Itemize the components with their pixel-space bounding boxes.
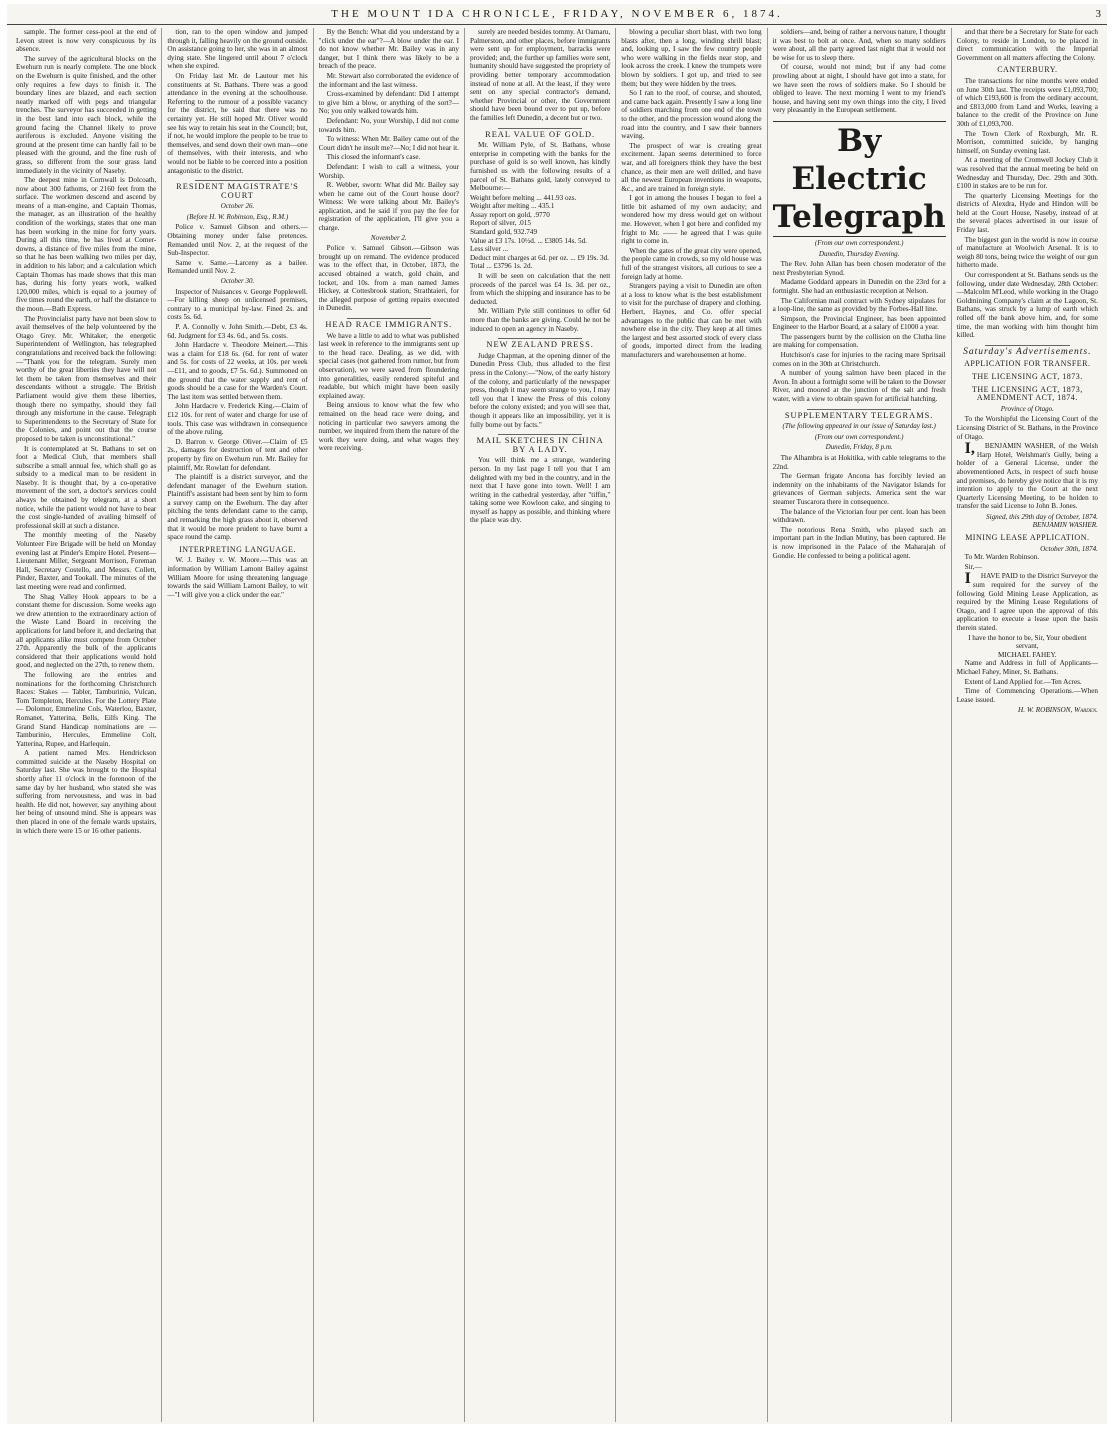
signature-name: H. W. ROBINSON, Warden. bbox=[1018, 706, 1098, 715]
paragraph: The notorious Rena Smith, who played such an important part in the Indian Mutiny, has been captured. He is now imprisoned in the Palace of the Maharajah of Gondie. He confessed to being a political agent. bbox=[772, 525, 946, 560]
paragraph: Hutchison's case for injuries to the racing mare Spritsail comes on in the 30th at Christchurch. bbox=[772, 351, 946, 368]
paragraph: Mr. William Pyle, of St. Bathans, whose enterprise in competing with the banks for the purchase of gold is so well known, has kindly furnished us with the following results of a parcel of St. Bathans gold, lately conveyed to Melbourne:— bbox=[469, 141, 611, 193]
paragraph: John Hardacre v. Frederick King.—Claim of £12 10s. for rent of water and charge for use of tools. This case was withdrawn in consequence of the above ruling. bbox=[167, 402, 308, 437]
paragraph: soldiers—and, being of rather a nervous nature, I thought it was best to bolt at once. And, when so many soldiers were about, all the party agreed last night that it would not be wise for us to sleep there. bbox=[772, 28, 946, 62]
paragraph: The survey of the agricultural blocks on the Ewehurn run is nearly complete. The one block on the Ewehurn is quite finished, and the other only requires a few days to finish it. The boundary lines are blazed, and each section neatly marked off with pegs and triangular trenches. The surveyor has succeeded in getting in the best land into each block, while the ground facing the Channel likely to prove auriferous is excluded. Anyone visiting the ground at the present time can hardly fail to be pleased with the ground, and the fine rush of grass, so different from the sour grass land immediately in the vicinity of Naseby. bbox=[16, 54, 157, 175]
paragraph: and that there be a Secretary for State for each Colony, to reside in London, to be placed in direct communication with the Imperial Government on all matters affecting the Colony. bbox=[956, 28, 1098, 62]
bench-note: (Before H. W. Robinson, Esq., R.M.) bbox=[186, 212, 289, 221]
dateline: November 2. bbox=[370, 233, 407, 242]
paragraph: P. A. Connolly v. John Smith.—Debt, £3 4s. 6d. Judgment for £3 4s. 6d., and 5s. costs. bbox=[167, 323, 308, 340]
salutation: Sir,— bbox=[964, 562, 982, 571]
paragraph: The biggest gun in the world is now in course of manufacture at Woolwich Arsenal. It is to weigh 80 tons, being twice the weight of our gun hitherto made. bbox=[956, 235, 1098, 270]
signature-line: Signed, this 29th day of October, 1874. BENJAMIN WASHER. bbox=[985, 512, 1098, 530]
paragraph: A number of young salmon have been placed in the Avon. In about a fortnight some will be taken to the Dowser River, and moored at the junction of the salt and fresh water, with a view to obtain spawn for artificial hatching. bbox=[772, 369, 946, 404]
paragraph: The monthly meeting of the Naseby Volunteer Fire Brigade will be held on Monday evening last at Pinder's Empire Hotel. Present—Lieutenant Miller, Sergeant Morrison, Foreman Hall, Secretary Costello, and Messrs. Collett, Pinder, Baxter, and Tookall. The minutes of the last meeting were read and confirmed. bbox=[16, 531, 157, 591]
paragraph: The plaintiff is a district surveyor, and the defendant manager of the Ewehurn station. Plaintiff's assistant had been sent by him to form a survey camp on the Ewehurn. The day after pitching the tents defendant came to the camp, and remarking the high grass about it, observed that it would be more prudent to have burnt a space round the camp. bbox=[167, 473, 308, 542]
note: (The following appeared in our issue of Saturday last.) bbox=[782, 422, 936, 431]
paragraph: Same v. Same.—Larceny as a bailee. Remanded until Nov. 2. bbox=[167, 258, 308, 276]
ad-heading: APPLICATION FOR TRANSFER. bbox=[964, 359, 1091, 369]
paragraph: D. Barron v. George Oliver.—Claim of £5 2s., damages for destruction of tent and other property by fire on Ewehurn run. Mr. Bailey for plaintiff, Mr. Rowlatt for defendant. bbox=[167, 437, 308, 472]
paragraph: I got in among the houses I began to feel a little bit ashamed of my own audacity; and wondered how my dress would get on without me. However, when I got here and confided my fright to Mr. —— he agreed that I was quite right to come in. bbox=[621, 194, 762, 246]
running-head-title: THE MOUNT IDA CHRONICLE, FRIDAY, NOVEMBER 6, 1874. bbox=[331, 8, 783, 20]
paragraph: Of course, would not mind; but if any had come prowling about at night, I should have got into a state, for we have seen the rows of soldiers make. So I should be obliged to leave. The next morning I went to my friend's house, and having sent my own things into the city, I lived very pleasantly in the European settlement. bbox=[772, 63, 946, 115]
paragraph: It will be seen on calculation that the nett proceeds of the parcel was £4 1s. 3d. per oz., from which the shipping and insurance has to be deducted. bbox=[469, 272, 611, 306]
paragraph: John Hardacre v. Theodore Meinert.—This was a claim for £18 6s. (6d. for rent of water and 5s. for costs of 22 weeks, at 10s. per week—£11, and to goods, £7 5s. 6d.). Summoned on the ground that the water supply and rent of goods should be a case for the Warden's Court. The last item was settled between them. bbox=[167, 341, 308, 401]
paragraph: Being anxious to know what the few who remained on the head race were doing, and noticing in particular two sawyers among the number, we inquired from them the nature of the work they were doing, and what wages they were receiving. bbox=[318, 401, 459, 453]
paragraph: The Alhambra is at Hokitika, with cable telegrams to the 22nd. bbox=[772, 454, 946, 471]
gold-assay-table: Weight before melting ... 441.93 ozs. Weight after melting ... 435.1 Assay report on gold, .9770 Report of silver, .015 Standard gold, 932.749 Value at £3 17s. 10½d. ... £3805 14s. 5d. Less silver ... Deduct mint charges at 6d. per oz. ... £9 19s. 3d. Total ... £3796 1s. 2d. bbox=[469, 193, 609, 271]
section-heading bbox=[773, 409, 946, 421]
paragraph: The prospect of war is creating great excitement. Japan seems determined to force war, and all foreigners think they have the best chance, as their men are well drilled, and have all the newest European inventions in weapons, &c., and are trained in foreign style. bbox=[621, 141, 762, 193]
paragraph: Judge Chapman, at the opening dinner of the Dunedin Press Club, thus alluded to the first press in the Colony:—"Now, of the early history of the colony, and particularly of the newspaper press, though it may seem strange to you, I may tell you that I knew the Press of this colony before the colony existed; and you will see that, though it appears like an impossibility, yet it is fully borne out by facts." bbox=[469, 351, 611, 429]
column-5 bbox=[616, 28, 767, 1422]
paragraph: Defendant: I wish to call a witness, your Worship. bbox=[318, 162, 459, 180]
paragraph: So I ran to the roof, of course, and shouted, and came back again. Presently I saw a long line of soldiers marching from one end of the town to the other, and the procession wound along the road into the country, and I saw their banners waving. bbox=[621, 89, 762, 141]
ad-subheading: THE LICENSING ACT, 1873. bbox=[971, 371, 1083, 381]
paragraph: The quarterly Licensing Meetings for the districts of Alexdra, Hyde and Hindon will be held at the Court House, Naseby, instead of at the several places advertised in our issue of Friday last. bbox=[956, 191, 1098, 235]
section-heading bbox=[319, 318, 459, 330]
paragraph: Simpson, the Provincial Engineer, has been appointed Engineer to the Harbor Board, at a salary of £1000 a year. bbox=[772, 314, 946, 332]
paragraph: The deepest mine in Cornwall is Dolcoath, now about 300 fathoms, or 2160 feet from the surface. The workmen descend and ascend by means of a man-engine, and Captain Thomas, the manager, as an illustration of the healthy condition of the workings, states that one man has been working in the mine for forty years. During all this time, he has lived at Comer-downs, a distance of five miles from the mine, so that he has been walking two miles per day, in addition to his labor; and a calculation which Captain Thomas has made shows that this man has, during his forty years work, walked 120,000 miles, which is equal to a journey of five times round the earth, or half the distance to the moon.—Bath Express. bbox=[16, 176, 157, 313]
rule bbox=[195, 180, 279, 181]
sub-heading: INTERPRETING LANGUAGE. bbox=[179, 544, 296, 554]
paragraph: Time of Commencing Operations.—When Lease issued. bbox=[956, 687, 1098, 704]
rule bbox=[807, 409, 911, 410]
paragraph: We have a little to add to what was published last week in reference to the immigrants sent up to the head race. Dealing, as we did, with special cases (not gathered from rumor, but from observation), we were saved from floundering into generalities, easily rendered spiteful and readable, but which might have been easily explained away. bbox=[318, 331, 459, 400]
paragraph: Extent of Land Applied for.—Ten Acres. bbox=[964, 677, 1082, 686]
paragraph: Madame Goddard appears in Dunedin on the 23rd for a fortnight. She had an enthusiastic reception at Nelson. bbox=[772, 278, 946, 295]
section-heading-text: SUPPLEMENTARY TELEGRAMS. bbox=[784, 410, 934, 420]
paragraph: On Friday last Mr. de Lautour met his constituents at St. Bathans. There was a good attendance in the evening at the schoolhouse. Referring to the rumour of a possible vacancy for the district, he said that there was no certainty yet. He still hoped Mr. Oliver would see his way to retain his seat in the Council; but, if not, he would implore the people to be true to themselves, and send down their own man—one of themselves, with their interests, and who would not be liable to be coerced into a position antagonistic to the district. bbox=[167, 71, 308, 175]
paragraph: At a meeting of the Cromwell Jockey Club it was resolved that the annual meeting be held on Wednesday and Thursday, Dec. 29th and 30th. £100 in stakes are to be run for. bbox=[956, 156, 1098, 191]
paragraph: The balance of the Victorian four per cent. loan has been withdrawn. bbox=[772, 507, 946, 525]
ad-subheading: THE LICENSING ACT, 1873, AMENDMENT ACT, 1874. bbox=[971, 384, 1083, 403]
section-heading bbox=[470, 338, 610, 350]
paragraph: Mr. William Pyle still continues to offer 6d more than the banks are giving. Could he not be induced to open an agency in Naseby. bbox=[469, 307, 611, 333]
paragraph: The Provincialist party have not been slow to avail themselves of the help volunteered by the Otago Grey. Mr. Whitaker, the energetic Superintendent of Wellington, has telegraphed congratulations and received back the following:—"Thank you for the telegram. Surely men worthy of the great liberties they have will not let them be taken from themselves and their descendants without a struggle. The British Parliament would give them these liberties, though there no sympathy, should they fail through any misfortune in the cause. Telegraph to Superintendents to the Secretary of State for the Colonies, and point out that the course proposed to be taken is unconstitutional." bbox=[16, 314, 157, 443]
paragraph: The Shag Valley Hook appears to be a constant theme for discussion. Some weeks ago we drew attention to the extraordinary action of the Waste Land Board in receiving the applications for land before it, and declaring that all applicants alike must compete from October 27th. Apparently the bulk of the applicants considered that their applications would hold good, and neglected on the 27th, to renew them. bbox=[16, 592, 157, 670]
rule bbox=[498, 128, 582, 129]
paragraph: I,BENJAMIN WASHER, of the Welsh Harp Hotel, Welshman's Gully, being a holder of a General License, under the abovementioned Acts, in respect of such house and premises, do hereby give notice that it is my intention to apply to the Court at the next Quarterly Licensing Meeting, to be holden to transfer the said License to John B. Jones. bbox=[956, 440, 1098, 511]
section-heading bbox=[167, 180, 307, 200]
column-4 bbox=[465, 28, 616, 1422]
paragraph: tion, ran to the open window and jumped through it, falling heavily on the ground outside. On assistance going to her, she was in an almost dying state. She lingered until about 7 o'clock when she expired. bbox=[167, 28, 308, 71]
paragraph: R. Webber, sworn: What did Mr. Bailey say when he came out of the Court house door? Witness: We were talking about Mr. Bailey's application, and he said if you pay the fee for registration of the application, I'll give you a charge. bbox=[318, 181, 459, 233]
paragraph: The passengers burnt by the collision on the Clutha line are making for compensation. bbox=[772, 332, 946, 350]
paragraph: To witness: When Mr. Bailey came out of the Court didn't he insult me?—No; I did not hear it. bbox=[318, 135, 459, 152]
paragraph: Inspector of Nuisances v. George Popplewell.—For killing sheep on unlicensed premises, contrary to a municipal by-law. Fined 2s. and costs 5s. 6d. bbox=[167, 287, 308, 322]
paragraph: To the Worshipful the Licensing Court of the Licensing District of St. Bathans, in the Province of Otago. bbox=[956, 415, 1098, 441]
running-head bbox=[7, 4, 1107, 25]
byline: (From our own correspondent.) bbox=[814, 238, 904, 247]
paragraph: The Town Clerk of Roxburgh, Mr. R. Morrison, committed suicide, by hanging himself, on Sunday evening last. bbox=[956, 129, 1098, 155]
paragraph: Defendant: No, your Worship, I did not come towards him. bbox=[318, 116, 459, 134]
province-line: Province of Otago. bbox=[1000, 404, 1054, 413]
column-1 bbox=[11, 28, 162, 1422]
paragraph: IHAVE PAID to the District Surveyor the sum required for the survey of the following Gold Mining Lease Application, as required by the Mining Lease Regulations of Otago, and I agree upon the approval of this application to execute a lease upon the basis therein stated. bbox=[956, 570, 1098, 632]
paragraph: blowing a peculiar short blast, with two long blasts after, then a long, winding shrill blast; and, looking up, I saw the few country people who were walking in the fields near stop, and look across the creek. I knew the trumpets were blown by soldiers. I got up, and tried to see them; but they were hidden by the trees. bbox=[621, 28, 762, 88]
paragraph: Mr. Stewart also corroborated the evidence of the informant and the last witness. bbox=[318, 71, 459, 89]
rule bbox=[498, 338, 582, 339]
dateline: Dunedin, Thursday Evening. bbox=[818, 249, 900, 258]
paragraph: surely are needed besides tommy. At Oamaru, Palmerston, and other places, before immigrants were sent up for employment, barracks were provided; and, the further up families were sent, humanity should have suggested the propriety of providing better temporary accommodation instead of none at all. At the least, if they were sent on any special contractor's demand, whether Provincial or other, the Government should have been bound over to put up, before the families left Dunedin, a decent hut or two. bbox=[469, 28, 611, 122]
paragraph: When the gates of the great city were opened, the people came in crowds, so my old house was full of the strangest visitors, all curious to see a foreign lady at home. bbox=[621, 246, 762, 281]
section-heading-text: MAIL SKETCHES IN CHINA BY A LADY. bbox=[476, 436, 604, 454]
column-2 bbox=[162, 28, 313, 1422]
columns bbox=[11, 28, 1103, 1422]
paragraph: The Rev. John Allan has been chosen moderator of the next Presbyterian Synod. bbox=[772, 260, 946, 277]
rule bbox=[347, 318, 431, 319]
paragraph: Our correspondent at St. Bathans sends us the following, under date Wednesday, 28th October:—Malcolm M'Leod, while working in the Otago Goldmining Company's claim at the Lagoon, St. Bathans, was struck by a lump of earth which rolled off the bank above him, and, for some time, the man working with him thought him killed. bbox=[956, 271, 1098, 340]
byline: (From our own correspondent.) bbox=[814, 432, 904, 441]
telegraph-banner: By Electric Telegraph bbox=[772, 122, 946, 235]
dateline: Dunedin, Friday, 8 p.m. bbox=[825, 443, 893, 452]
paragraph: The transactions for nine months were ended on June 30th last. The receipts were £1,093,700; of which £193,600 is from the ordinary account, and £813,000 from Land and Works, leaving a balance to the credit of the Province on June 30th of £1,093,700. bbox=[956, 76, 1098, 128]
paragraph: Police v. Samuel Gibson and others.—Obtaining money under false pretences. Remanded until Nov. 2, at the request of the Sub-Inspector. bbox=[167, 223, 308, 258]
paragraph: This closed the informant's case. bbox=[326, 153, 421, 162]
paragraph: You will think me a strange, wandering person. In my last page I tell you that I am delighted with my bed in the country, and in the next that I have gone into town. Well! I am writing in the cathedral yesterday, after "tiffin," taking some wee Kowloon cake, and singing to myself as happy as possible, and thinking where the place was dry. bbox=[469, 456, 611, 525]
paragraph: Police v. Samuel Gibson.—Gibson was brought up on remand. The evidence produced was to the effect that, in October, 1873, the accused obtained a watch, gold chain, and locket, and 10s. from a man named James Hickey, at Cottesbrook station, Strathtaieri, for the alleged purpose of getting repairs executed in Dunedin. bbox=[318, 244, 459, 313]
column-3 bbox=[314, 28, 465, 1422]
section-heading bbox=[470, 434, 610, 454]
section-heading bbox=[957, 345, 1098, 357]
rule bbox=[985, 345, 1070, 346]
closing: I have the honor to be, Sir, Your obedient servant, bbox=[968, 633, 1087, 651]
paragraph: The following are the entries and nominations for the forthcoming Christchurch Races: Stakes — Tabler, Tamburinio, Vulcan, Tom Templeton, Hercules. For the Lottery Plate — Dolomor, Emmeline Cols, Waterloo, Baxter, Romanet, Yatterina, Bells, Eilfs King. The Grand Stand Handicap nominations are — Tamburinio, Hercules, Emmeline Colt, Yatterina, Rupee, and Harlequin. bbox=[16, 670, 157, 748]
section-heading-text: HEAD RACE IMMIGRANTS. bbox=[325, 320, 453, 329]
sub-heading: CANTERBURY. bbox=[997, 65, 1058, 75]
paragraph: It is contemplated at St. Bathans to set on foot a Medical Club, that members shall subscribe a small annual fee, which shall go as subsidy to a medical man to be resident in Naseby. It is thought that, by a co-operative movement of the sort, a doctor's services could always be obtained by telegram, at a short notice, while the patient would not have to bear the cost single-handed of availing himself of professional skill at such a distance. bbox=[16, 444, 157, 530]
section-heading-text: NEW ZEALAND PRESS. bbox=[486, 340, 594, 350]
paragraph: The Californian mail contract with Sydney stipulates for a loop-line, the same as provided by the Forbes-Hall line. bbox=[772, 296, 946, 314]
section-heading-text: RESIDENT MAGISTRATE'S COURT bbox=[176, 182, 299, 200]
paragraph: Name and Address in full of Applicants—Michael Fahey, Miner, St. Bathans. bbox=[956, 659, 1098, 676]
page-number: 3 bbox=[1095, 8, 1101, 20]
dateline: October 30. bbox=[220, 277, 255, 286]
paragraph: sample. The former cess-pool at the end of Levon street is now very conspicuous by its absence. bbox=[16, 28, 157, 54]
section-heading-text: REAL VALUE OF GOLD. bbox=[485, 129, 596, 139]
rule bbox=[498, 434, 582, 435]
paragraph: To Mr. Warden Robinson. bbox=[964, 553, 1040, 562]
signature-name: MICHAEL FAHEY. bbox=[998, 650, 1057, 659]
paragraph: The German frigate Ancona has forcibly levied an indemnity on the inhabitants of the Navigator Islands for grievances of German subjects. America sent the war steamer Tuscarora there in consequence. bbox=[772, 472, 946, 506]
newspaper-page bbox=[7, 4, 1107, 1424]
paragraph: W. J. Bailey v. W. Moore.—This was an information by William Lamont Bailey against William Moore for using threatening language towards the said William Lamont Bailey, to wit—"I will give you a click under the ear." bbox=[167, 556, 308, 599]
paragraph: Strangers paying a visit to Dunedin are often at a loss to know what is the best establishment to visit for the purchase of drapery and clothing. Herbert, Haynes, and Co. offer special advantages to the public that can be met with nowhere else in the city. They keep at all times the largest and best assorted stock of every class of goods, imported direct from the leading manufacturers and warehousemen at home. bbox=[621, 282, 762, 359]
column-7 bbox=[952, 28, 1103, 1422]
paragraph: Cross-examined by defendant: Did I attempt to give him a blow, or anything of the sort?—No; you only walked towards him. bbox=[318, 90, 459, 116]
paragraph: By the Bench: What did you understand by a "click under the ear"?—A blow under the ear. I do not know whether Mr. Bailey was in any danger, but I think there was likely to be a breach of the peace. bbox=[318, 28, 459, 71]
paragraph: A patient named Mrs. Hendrickson committed suicide at the Naseby Hospital on Saturday last. She was brought to the Hospital shortly after 11 o'clock in the forenoon of the same day by her husband, who stated she was suffering from nervousness, and was in bad health. He did not, however, say anything about her being of unsound mind. She is appears was then placed in one of the female wards upstairs, in which there were 15 or 16 other patients. bbox=[16, 749, 157, 835]
section-heading-text: Saturday's Advertisements. bbox=[963, 346, 1092, 357]
ad-heading: MINING LEASE APPLICATION. bbox=[965, 533, 1090, 543]
dateline: October 30th, 1874. bbox=[1040, 544, 1098, 553]
dateline: October 26. bbox=[220, 202, 255, 211]
section-heading bbox=[470, 128, 610, 140]
column-6 bbox=[768, 28, 952, 1422]
